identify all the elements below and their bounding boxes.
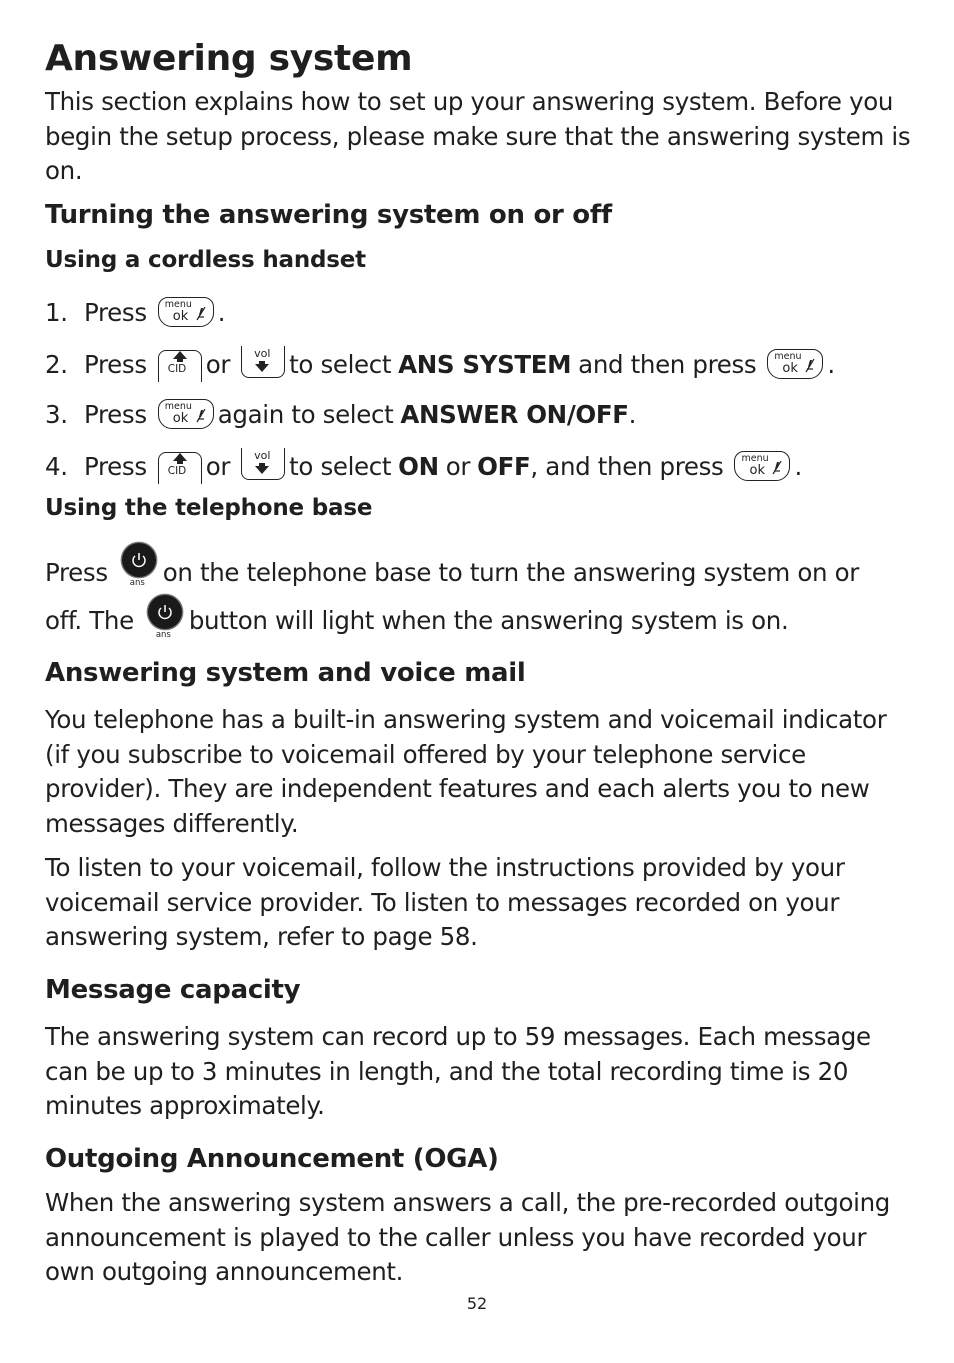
heading-oga: Outgoing Announcement (OGA) <box>45 1144 499 1174</box>
ans-power-button-icon: ans <box>145 595 185 641</box>
menu-ok-key-icon: menu ok <box>734 451 790 481</box>
vol-down-key-icon: vol <box>241 346 285 382</box>
subheading-cordless-handset: Using a cordless handset <box>45 247 366 273</box>
voicemail-paragraph-2: To listen to your voicemail, follow the instructions provided by your voicemail service provider. To listen to messages recorded on your answering system, refer to page 58. <box>45 853 845 952</box>
vol-down-key-icon: vol <box>241 448 285 484</box>
heading-turning-on-off: Turning the answering system on or off <box>45 200 612 230</box>
menu-ok-key-icon: menu ok <box>158 399 214 429</box>
step-text: Press <box>84 297 147 327</box>
menu-ok-key-icon: menu ok <box>158 297 214 327</box>
page-number: 52 <box>466 1294 488 1313</box>
page-title: Answering system <box>45 38 413 79</box>
base-line-1: Press ans on the telephone base to turn the answering system on or <box>45 540 859 604</box>
intro-paragraph: This section explains how to set up your answering system. Before you begin the setup process, please make sure that the answering system is on. <box>45 87 911 186</box>
subheading-telephone-base: Using the telephone base <box>45 495 373 521</box>
voicemail-paragraph-1: You telephone has a built-in answering system and voicemail indicator (if you subscribe to voicemail offered by your telephone service provider). They are independent features and each alerts you to new messages differently. <box>45 705 887 839</box>
menu-ok-key-icon: menu ok <box>767 349 823 379</box>
cid-up-key-icon: CID <box>158 448 202 484</box>
heading-voicemail: Answering system and voice mail <box>45 658 526 688</box>
ans-power-button-icon: ans <box>119 543 159 589</box>
capacity-paragraph: The answering system can record up to 59 messages. Each message can be up to 3 minutes in length, and the total recording time is 20 minutes approximately. <box>45 1022 871 1121</box>
step-3: 3. Press menu ok again to select ANSWER ON/OFF . <box>45 399 637 429</box>
step-4: 4. Press CID or vol to select ON or OFF , and then press menu ok . <box>45 444 802 488</box>
base-line-2: off. The ans button will light when the answering system is on. <box>45 590 788 650</box>
step-2: 2. Press CID or vol to select ANS SYSTEM and then press menu ok . <box>45 342 835 386</box>
cid-up-key-icon: CID <box>158 346 202 382</box>
step-1: 1. Press menu ok . <box>45 297 226 327</box>
heading-message-capacity: Message capacity <box>45 975 301 1005</box>
oga-paragraph: When the answering system answers a call, the pre-recorded outgoing announcement is played to the caller unless you have recorded your own outgoing announcement. <box>45 1188 890 1287</box>
step-number: 1. <box>45 297 68 327</box>
